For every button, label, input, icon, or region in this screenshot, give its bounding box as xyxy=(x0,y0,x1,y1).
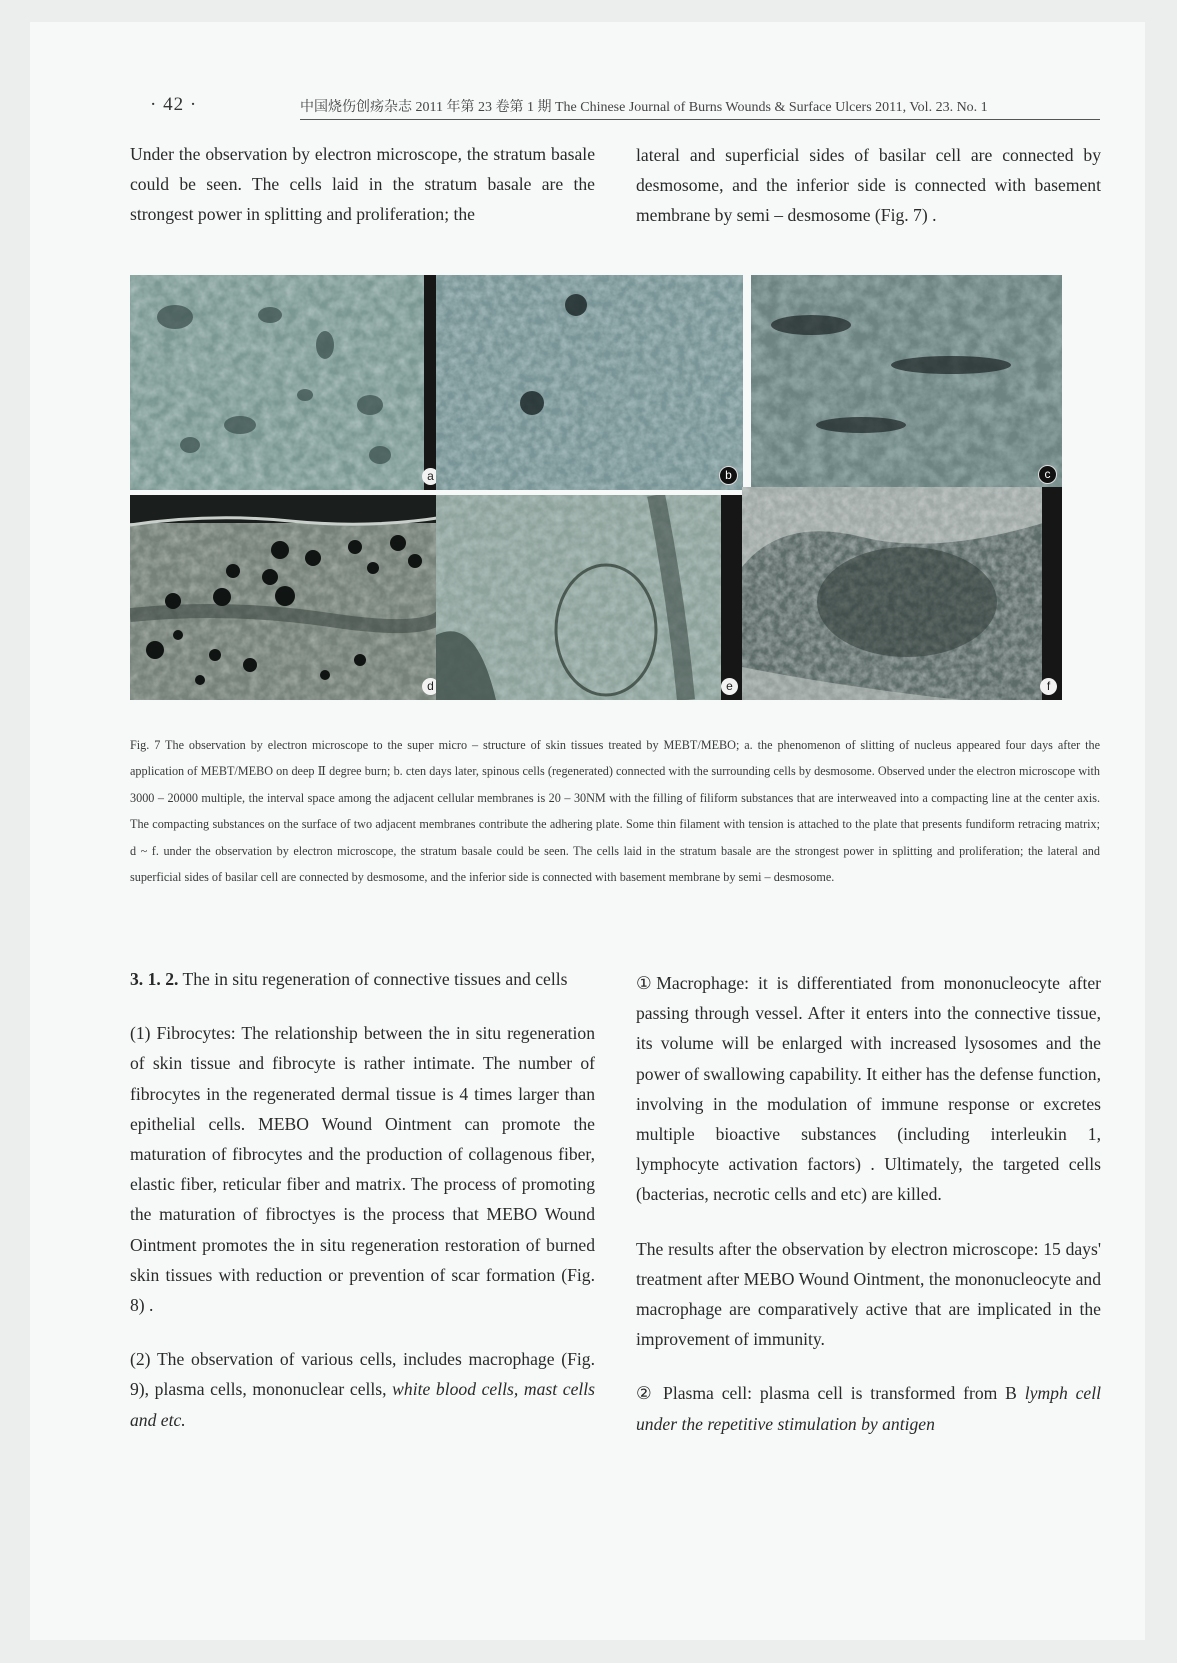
left-column xyxy=(130,964,595,1435)
section-number: 3. 1. 2. xyxy=(130,969,179,989)
paragraph-results: The results after the observation by electron microscope: 15 days' treatment after MEBO Wound Ointment, the mononucleocyte and macrophage are comparatively active that are implicated in the improvement of immunity. xyxy=(636,1238,1101,1350)
micrograph-panel-e xyxy=(436,495,743,700)
micrograph-panel-a xyxy=(130,275,444,490)
panel-label-b: b xyxy=(719,466,738,485)
paragraph-cells-text: (2) The observation of various cells, includes macrophage (Fig. 9), plasma cells, mononuclear cells, xyxy=(130,1349,595,1400)
paragraph-plasma-text: ② Plasma cell: plasma cell is transformed from B xyxy=(636,1383,1025,1404)
scale-bar xyxy=(721,495,743,700)
micrograph-f-image xyxy=(742,487,1062,700)
micrograph-e-image xyxy=(436,495,743,700)
body-text: Under the observation by electron microscope, the stratum basale could be seen. The cells laid in the stratum basale are the strongest power in splitting and proliferation; the xyxy=(130,144,595,225)
page-number: · 42 · xyxy=(150,94,198,115)
section-heading xyxy=(130,964,595,994)
micrograph-b-image xyxy=(436,275,743,490)
figure-caption: Fig. 7 The observation by electron microscope to the super micro – structure of skin tissues treated by MEBT/MEBO; a. the phenomenon of slitting of nucleus appeared four days after the application of MEBT/MEBO on deep Ⅱ degree burn; b. cten days later, spinous cells (regenerated) connected with the surrounding cells by desmosome. Observed under the electron microscope with 3000 – 20000 multiple, the interval space among the adjacent cellular membranes is 20 – 30NM with the filling of filiform substances that are interweaved into a compacting line at the center axis. The compacting substances on the surface of two adjacent membranes contribute the adhering plate. Some thin filament with tension is attached to the plate that presents fundiform retracing matrix; d ~ f. under the observation by electron microscope, the stratum basale could be seen. The cells laid in the stratum basale are the strongest power in splitting and proliferation; the lateral and superficial sides of basilar cell are connected by desmosome, and the inferior side is connected with basement membrane by semi – desmosome. xyxy=(130,738,1100,885)
paragraph-plasma-cell xyxy=(636,1378,1101,1438)
micrograph-panel-c xyxy=(751,275,1062,489)
top-right-paragraph xyxy=(636,140,1101,231)
section-title: The in situ regeneration of connective tissues and cells xyxy=(178,969,568,989)
paragraph-cells-italic: white blood cells, mast cells and etc. xyxy=(130,1379,595,1430)
micrograph-a-image xyxy=(130,275,444,490)
panel-label-a: a xyxy=(422,468,439,485)
panel-label-f: f xyxy=(1040,678,1057,695)
panel-label-e: e xyxy=(721,678,738,695)
figure-7 xyxy=(130,275,1102,722)
running-title: 中国烧伤创疡杂志 2011 年第 23 卷第 1 期 The Chinese Journal of Burns Wounds & Surface Ulcers 2011, Vol. 23. No. 1 xyxy=(300,96,1100,120)
paragraph-plasma-italic: lymph cell under the repetitive stimulation by antigen xyxy=(636,1383,1101,1434)
panel-label-c: c xyxy=(1038,465,1057,484)
right-column xyxy=(636,968,1101,1439)
top-left-paragraph xyxy=(130,139,595,230)
page-header xyxy=(150,94,1100,118)
micrograph-d-image xyxy=(130,495,444,700)
micrograph-panel-d xyxy=(130,495,444,700)
paragraph-cells xyxy=(130,1344,595,1435)
body-text: lateral and superficial sides of basilar cell are connected by desmosome, and the inferior side is connected with basement membrane by semi – desmosome (Fig. 7) . xyxy=(636,145,1101,226)
paragraph-fibrocytes: (1) Fibrocytes: The relationship between the in situ regeneration of skin tissue and fibrocyte is rather intimate. The number of fibrocytes in the regenerated dermal tissue is 4 times larger than epithelial cells. MEBO Wound Ointment can promote the maturation of fibrocytes and the production of collagenous fiber, elastic fiber, reticular fiber and matrix. The process of promoting the maturation of fibroctyes is the process that MEBO Wound Ointment promotes the in situ regeneration restoration of burned skin tissues with reduction or prevention of scar formation (Fig. 8) . xyxy=(130,1023,595,1316)
micrograph-panel-b xyxy=(436,275,743,490)
scale-bar xyxy=(1042,487,1062,700)
micrograph-panel-f xyxy=(742,487,1062,700)
paragraph-macrophage: ①Macrophage: it is differentiated from mononucleocyte after passing through vessel. After it enters into the connective tissue, its volume will be enlarged with increased lysosomes and the power of swallowing capability. It either has the defense function, involving in the modulation of immune response or excretes multiple bioactive substances (including interleukin 1, lymphocyte activation factors) . Ultimately, the targeted cells (bacterias, necrotic cells and etc) are killed. xyxy=(636,973,1101,1205)
panel-label-d: d xyxy=(422,678,439,695)
micrograph-c-image xyxy=(751,275,1062,489)
